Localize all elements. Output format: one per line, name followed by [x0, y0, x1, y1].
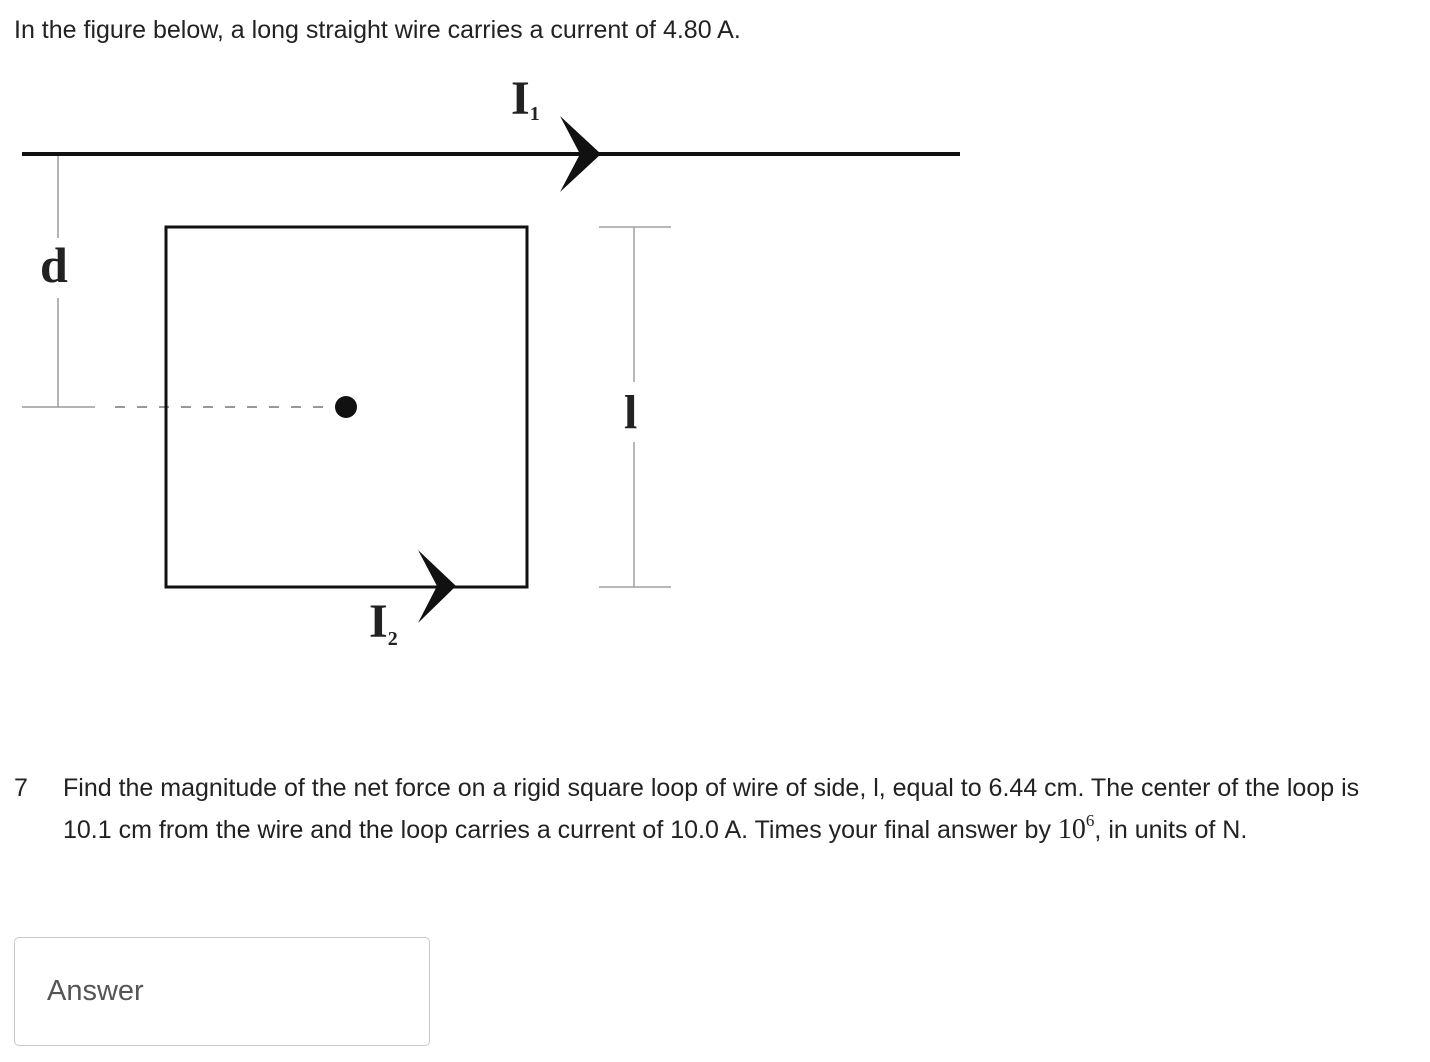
loop-center-dot [335, 396, 357, 418]
label-d: d [40, 237, 68, 293]
scientific-factor: $10^6$ [1057, 811, 1095, 845]
label-I1: I1 [511, 72, 540, 125]
answer-input[interactable] [14, 937, 430, 1046]
question-number: 7 [14, 774, 28, 802]
label-I2: I2 [369, 595, 398, 650]
problem-intro: In the figure below, a long straight wire carries a current of 4.80 A. [14, 16, 741, 44]
wire-loop-figure [0, 60, 1000, 660]
label-l: l [624, 386, 638, 439]
question-text: Find the magnitude of the net force on a rigid square loop of wire of side, l, equal to 6.44 cm. The center of the loop is 10.1 cm from the wire and the loop carries a current of 10.0 A. Times your final answer by $10^6$, in units of N. [63, 774, 1360, 845]
